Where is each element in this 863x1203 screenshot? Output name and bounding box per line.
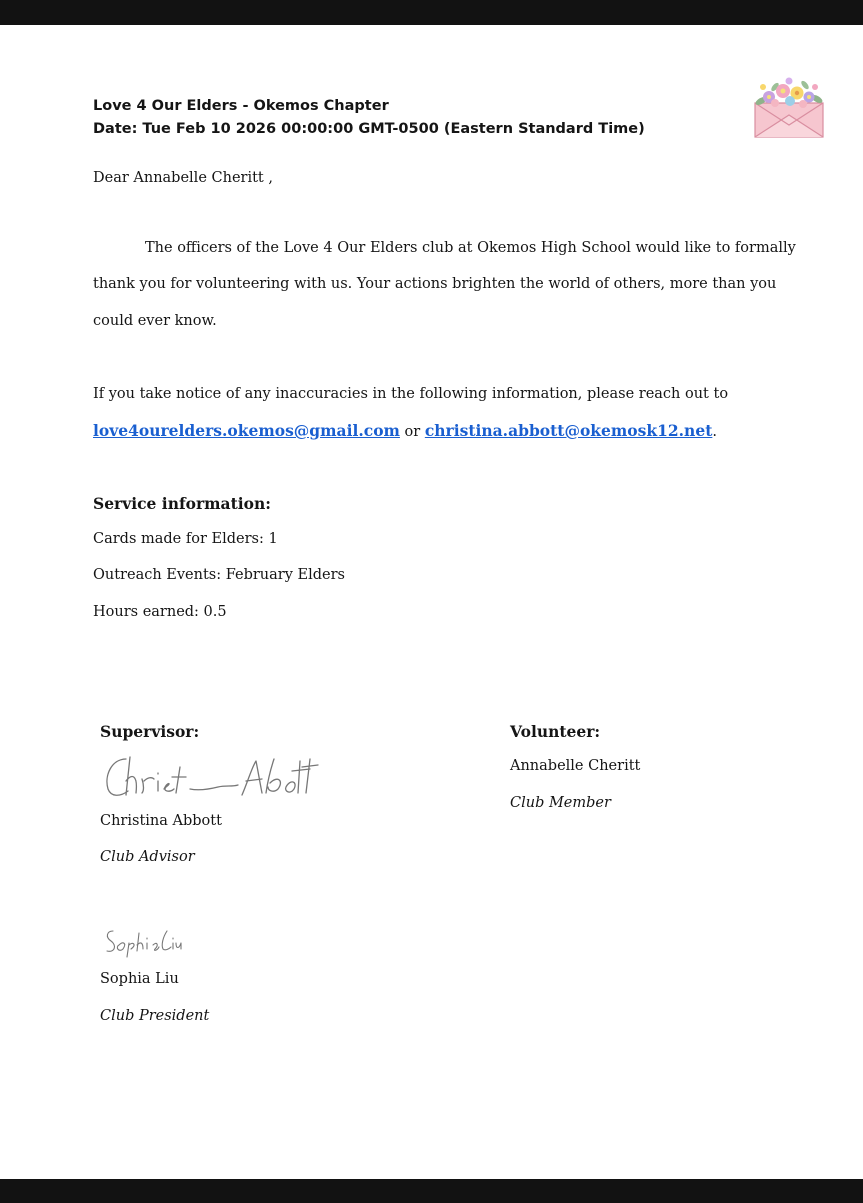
supervisor-heading: Supervisor:	[100, 722, 200, 741]
period-text: .	[712, 424, 717, 440]
supervisor-name: Christina Abbott	[100, 813, 222, 829]
contact-line	[93, 421, 717, 440]
org-name: Love 4 Our Elders - Okemos Chapter	[93, 98, 389, 114]
greeting: Dear Annabelle Cheritt ,	[93, 170, 273, 186]
service-cards: Cards made for Elders: 1	[93, 531, 278, 547]
president-signature	[103, 927, 183, 959]
supervisor-role: Club Advisor	[100, 849, 195, 865]
paragraph-1-line-2: thank you for volunteering with us. Your actions brighten the world of others, more than you	[93, 276, 777, 292]
supervisor-signature	[100, 753, 320, 803]
paragraph-1-line-1: The officers of the Love 4 Our Elders club at Okemos High School would like to formally	[145, 240, 796, 256]
email-link-advisor[interactable]: christina.abbott@okemosk12.net	[424, 421, 713, 440]
service-heading: Service information:	[93, 494, 271, 513]
letter-date: Date: Tue Feb 10 2026 00:00:00 GMT-0500 (Eastern Standard Time)	[93, 121, 645, 137]
bottom-frame	[0, 1179, 863, 1203]
letter-page	[0, 25, 863, 1179]
paragraph-2-line-1: If you take notice of any inaccuracies in the following information, please reach out to	[93, 386, 729, 402]
paragraph-1-line-3: could ever know.	[93, 313, 217, 329]
floral-envelope-icon	[745, 73, 833, 145]
service-hours: Hours earned: 0.5	[93, 604, 227, 620]
volunteer-role: Club Member	[510, 795, 611, 811]
volunteer-name: Annabelle Cheritt	[510, 758, 641, 774]
volunteer-heading: Volunteer:	[510, 722, 601, 741]
president-role: Club President	[100, 1008, 210, 1024]
president-name: Sophia Liu	[100, 971, 179, 987]
email-link-club[interactable]: love4ourelders.okemos@gmail.com	[93, 421, 400, 440]
or-text: or	[399, 424, 425, 440]
service-events: Outreach Events: February Elders	[93, 567, 345, 583]
